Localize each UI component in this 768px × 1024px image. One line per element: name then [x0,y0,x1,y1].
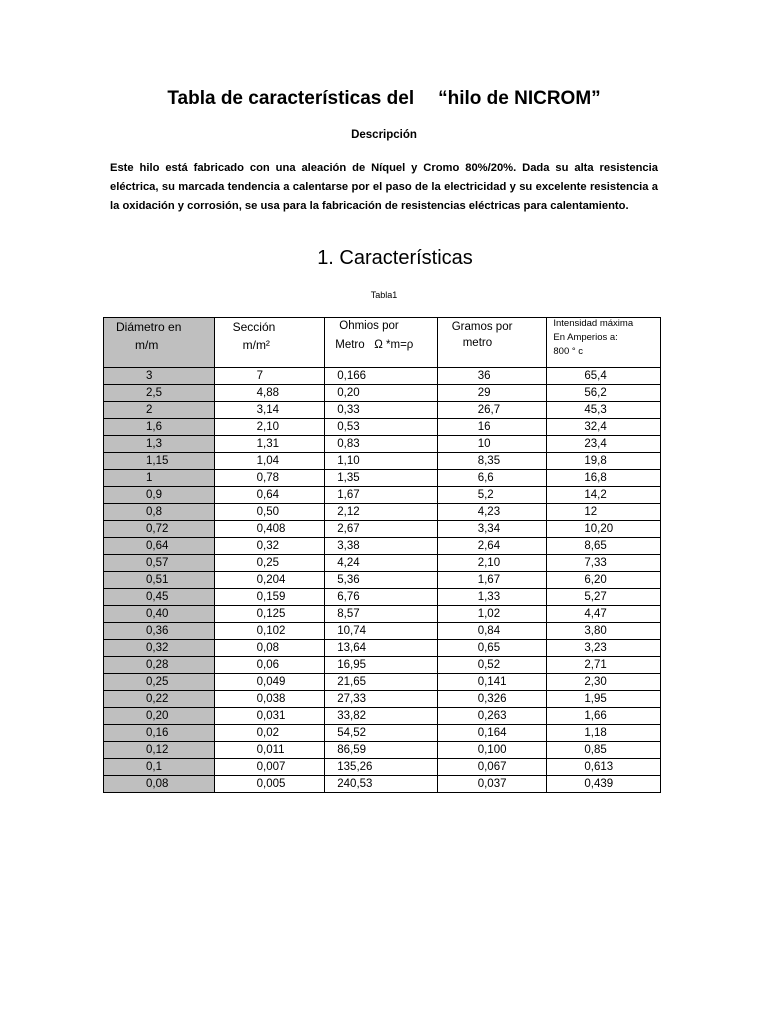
table-cell: 0,06 [214,657,325,674]
table-cell: 0,102 [214,623,325,640]
table-cell: 12 [547,504,661,521]
table-cell: 16,95 [325,657,437,674]
table-row [104,725,661,742]
document-title [0,88,768,110]
table-cell: 0,16 [104,725,215,742]
table-cell: 1 [104,470,215,487]
table-cell: 0,8 [104,504,215,521]
header-ohms-line2: Metro Ω *m=ρ [335,339,414,351]
table-cell: 0,08 [214,640,325,657]
table-cell: 1,66 [547,708,661,725]
table-cell: 6,6 [437,470,547,487]
table-cell: 4,23 [437,504,547,521]
table-cell: 0,007 [214,759,325,776]
table-cell: 2 [104,402,215,419]
title-part-1: Tabla de características del [167,88,415,109]
table-row [104,419,661,436]
table-cell: 1,6 [104,419,215,436]
table-cell: 0,439 [547,776,661,793]
table-cell: 0,64 [104,538,215,555]
table-row [104,436,661,453]
table-cell: 2,10 [214,419,325,436]
table-cell: 0,263 [437,708,547,725]
table-cell: 0,40 [104,606,215,623]
table-cell: 19,8 [547,453,661,470]
table-cell: 1,33 [437,589,547,606]
table-cell: 86,59 [325,742,437,759]
table-cell: 0,408 [214,521,325,538]
table-cell: 0,25 [214,555,325,572]
table-cell: 8,57 [325,606,437,623]
table-row [104,776,661,793]
table-cell: 4,24 [325,555,437,572]
table-cell: 0,64 [214,487,325,504]
table-cell: 65,4 [547,368,661,385]
table-cell: 1,35 [325,470,437,487]
table-cell: 2,67 [325,521,437,538]
table-cell: 0,85 [547,742,661,759]
table-cell: 7,33 [547,555,661,572]
table-cell: 3,34 [437,521,547,538]
table-cell: 0,32 [104,640,215,657]
table-cell: 0,33 [325,402,437,419]
table-cell: 13,64 [325,640,437,657]
header-diameter [104,318,215,368]
header-section-line2: m/m² [242,338,270,352]
table-cell: 3 [104,368,215,385]
table-cell: 0,100 [437,742,547,759]
description-heading: Descripción [351,129,417,141]
table-row [104,538,661,555]
table-row [104,691,661,708]
table-cell: 135,26 [325,759,437,776]
table-cell: 2,5 [104,385,215,402]
table-cell: 8,35 [437,453,547,470]
table-cell: 0,50 [214,504,325,521]
table-cell: 2,12 [325,504,437,521]
table-cell: 26,7 [437,402,547,419]
table-cell: 0,1 [104,759,215,776]
table-cell: 0,159 [214,589,325,606]
table-row [104,657,661,674]
table-cell: 240,53 [325,776,437,793]
table-cell: 0,32 [214,538,325,555]
header-current-line1: Intensidad máxima [553,318,634,329]
table-cell: 4,47 [547,606,661,623]
table-cell: 0,166 [325,368,437,385]
header-ohms [325,318,437,368]
table-cell: 1,67 [325,487,437,504]
header-current-line2: En Amperios a: [553,332,618,343]
section-heading: 1. Características [317,247,473,269]
table-row [104,674,661,691]
title-part-2: “hilo de NICROM” [438,88,601,109]
table-cell: 1,67 [437,572,547,589]
table-cell: 10,20 [547,521,661,538]
table-cell: 1,3 [104,436,215,453]
table-row [104,555,661,572]
table-cell: 21,65 [325,674,437,691]
table-cell: 36 [437,368,547,385]
table-cell: 0,031 [214,708,325,725]
table-cell: 0,067 [437,759,547,776]
header-diameter-line2: m/m [135,338,159,352]
table-row [104,572,661,589]
table-cell: 3,14 [214,402,325,419]
table-cell: 2,64 [437,538,547,555]
table-cell: 0,45 [104,589,215,606]
table-row [104,504,661,521]
header-grams-line2: metro [462,337,493,349]
table-row [104,623,661,640]
table-body [104,368,661,793]
table-cell: 54,52 [325,725,437,742]
table-row [104,640,661,657]
table-cell: 0,141 [437,674,547,691]
table-cell: 2,30 [547,674,661,691]
table-row [104,742,661,759]
table-cell: 0,20 [325,385,437,402]
table-cell: 1,10 [325,453,437,470]
table-cell: 0,326 [437,691,547,708]
table-cell: 0,36 [104,623,215,640]
table-row [104,589,661,606]
table-cell: 14,2 [547,487,661,504]
table-row [104,708,661,725]
table-cell: 6,20 [547,572,661,589]
table-cell: 16 [437,419,547,436]
table-cell: 6,76 [325,589,437,606]
table-cell: 5,36 [325,572,437,589]
table-cell: 2,71 [547,657,661,674]
header-diameter-line1: Diámetro en [116,320,182,334]
table-cell: 0,22 [104,691,215,708]
table-cell: 8,65 [547,538,661,555]
header-grams-line1: Gramos por [451,321,513,333]
table-cell: 10,74 [325,623,437,640]
header-ohms-line1: Ohmios por [339,320,399,332]
table-cell: 5,2 [437,487,547,504]
table-cell: 0,72 [104,521,215,538]
table-cell: 0,20 [104,708,215,725]
table-cell: 3,23 [547,640,661,657]
table-cell: 5,27 [547,589,661,606]
table-row [104,470,661,487]
table-cell: 29 [437,385,547,402]
table-cell: 1,95 [547,691,661,708]
table-cell: 3,38 [325,538,437,555]
table-cell: 0,51 [104,572,215,589]
header-section [214,318,325,368]
table-cell: 1,15 [104,453,215,470]
header-current-line3: 800 ° c [553,346,584,357]
table-cell: 10 [437,436,547,453]
table-cell: 0,613 [547,759,661,776]
table-cell: 0,53 [325,419,437,436]
table-cell: 0,164 [437,725,547,742]
table-cell: 56,2 [547,385,661,402]
table-cell: 0,011 [214,742,325,759]
table-cell: 0,84 [437,623,547,640]
table-cell: 0,12 [104,742,215,759]
table-row [104,759,661,776]
table-row [104,453,661,470]
table-header-row [104,318,661,368]
table-cell: 1,04 [214,453,325,470]
table-cell: 1,02 [437,606,547,623]
table-cell: 0,125 [214,606,325,623]
header-max-current [547,318,661,368]
table-cell: 0,65 [437,640,547,657]
table-cell: 0,005 [214,776,325,793]
table-cell: 16,8 [547,470,661,487]
table-cell: 0,02 [214,725,325,742]
table-cell: 45,3 [547,402,661,419]
table-cell: 0,049 [214,674,325,691]
table-cell: 0,83 [325,436,437,453]
table-cell: 0,9 [104,487,215,504]
table-cell: 3,80 [547,623,661,640]
table-cell: 27,33 [325,691,437,708]
table-cell: 0,78 [214,470,325,487]
table-cell: 1,18 [547,725,661,742]
table-row [104,368,661,385]
header-section-line1: Sección [232,320,276,334]
table-cell: 0,57 [104,555,215,572]
table-cell: 4,88 [214,385,325,402]
table-row [104,606,661,623]
table-cell: 23,4 [547,436,661,453]
table-cell: 0,037 [437,776,547,793]
table-cell: 33,82 [325,708,437,725]
table-row [104,385,661,402]
description-paragraph: Este hilo está fabricado con una aleación de Níquel y Cromo 80%/20%. Dada su alta resistencia eléctrica, su marcada tendencia a calentarse por el paso de la electricidad y su excelente resistencia a la oxidación y corrosión, se usa para la fabricación de resistencias eléctricas para calentamiento. [110,162,658,212]
table-cell: 0,25 [104,674,215,691]
characteristics-table [103,317,661,793]
table-cell: 0,204 [214,572,325,589]
table-row [104,521,661,538]
table-cell: 0,08 [104,776,215,793]
table-cell: 0,52 [437,657,547,674]
table-caption: Tabla1 [370,290,398,300]
table-cell: 0,28 [104,657,215,674]
table-cell: 0,038 [214,691,325,708]
table-cell: 2,10 [437,555,547,572]
table-row [104,487,661,504]
table-cell: 1,31 [214,436,325,453]
table-cell: 7 [214,368,325,385]
table-cell: 32,4 [547,419,661,436]
header-grams [437,318,547,368]
table-row [104,402,661,419]
